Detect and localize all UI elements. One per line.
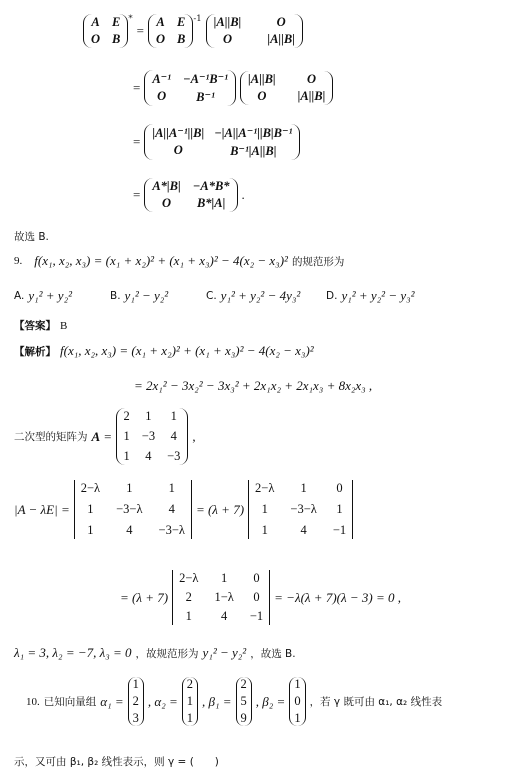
cell: 2	[240, 677, 247, 691]
cell: 1	[168, 481, 175, 495]
cell: 1	[294, 711, 301, 725]
cell: O	[257, 89, 267, 103]
cell: 4	[221, 609, 228, 623]
cell: A	[91, 15, 100, 29]
cell: O	[276, 15, 286, 29]
cell: A	[156, 15, 165, 29]
cell: 1	[221, 571, 228, 585]
option-expr: y₁² + y₂² − y₃²	[341, 288, 415, 303]
det-result: = −λ(λ + 7)(λ − 3) = 0 ,	[274, 589, 401, 605]
q9-stem	[14, 253, 344, 269]
cell: 2	[186, 677, 193, 691]
beta1-label: , β₁ =	[202, 693, 232, 709]
q10-line2: 示，又可由 β₁, β₂ 线性表示，则 γ = ( )	[14, 756, 219, 768]
cell: E	[112, 15, 121, 29]
det-line-2	[120, 570, 401, 625]
cell: −1	[332, 523, 347, 537]
option-label: C.	[206, 290, 217, 302]
cell: −3−λ	[116, 502, 143, 516]
cell: 0	[336, 481, 343, 495]
equals: =	[133, 80, 141, 95]
matrix-m5	[240, 71, 333, 105]
cell: |A||B|	[247, 72, 276, 86]
q9-answer	[14, 318, 67, 333]
cell: 2	[185, 590, 192, 604]
option-expr: y₁² + y₂² − 4y₃²	[220, 288, 301, 303]
option-label: D.	[326, 290, 338, 302]
cell: E	[177, 15, 186, 29]
cell: 1	[87, 502, 94, 516]
cell: 1	[185, 609, 192, 623]
cell: |A||B|	[267, 32, 295, 46]
det-2	[248, 480, 353, 539]
cell: B*|A|	[196, 196, 226, 210]
cell: 4	[168, 502, 175, 516]
matrix-A-symbol: A	[91, 428, 101, 444]
answer-tag: 【答案】	[14, 320, 56, 332]
q9-function: f(x₁, x₂, x₃) = (x₁ + x₂)² + (x₁ + x₃)² − 4(x₂ − x₃)²	[34, 253, 288, 268]
cell: B	[112, 32, 121, 46]
cell: O	[155, 32, 165, 46]
cell: 1	[261, 502, 268, 516]
cell: 9	[240, 711, 247, 725]
q9-number: 9.	[14, 255, 23, 267]
vector-beta1	[236, 677, 252, 726]
q10-stem	[26, 677, 442, 726]
q10-intro: 已知向量组	[43, 696, 97, 708]
cell: 0	[294, 694, 301, 708]
eq-factor: = (λ + 7)	[195, 501, 245, 517]
cell: 4	[300, 523, 307, 537]
alpha1-label: α₁ =	[100, 693, 124, 709]
option-label: B.	[110, 290, 121, 302]
normal-form: y₁² − y₂²	[202, 645, 247, 660]
cell: 1−λ	[214, 590, 234, 604]
cell: B⁻¹|A||B|	[230, 144, 277, 158]
period: .	[241, 187, 245, 202]
matrix-m6	[144, 124, 300, 160]
vector-beta2	[289, 677, 305, 726]
q9-options	[14, 288, 494, 308]
det-line-1	[14, 480, 353, 539]
cell: A⁻¹	[152, 72, 172, 86]
answer-value: B	[60, 319, 68, 332]
cell: 1	[126, 481, 133, 495]
cell: O	[157, 89, 167, 103]
matrix-m4	[144, 70, 236, 106]
cell: 2−λ	[179, 571, 199, 585]
cell: −3	[167, 449, 181, 463]
cell: 1	[132, 677, 139, 691]
cell: 4	[145, 449, 152, 463]
eigen-text: ，故规范形为	[135, 647, 199, 660]
analysis-expr: f(x₁, x₂, x₃) = (x₁ + x₂)² + (x₁ + x₃)² − 4(x₂ − x₃)²	[60, 343, 314, 358]
quad-matrix-line	[14, 408, 196, 465]
eq-factor: = (λ + 7)	[120, 589, 169, 605]
quad-matrix-label: 二次型的矩阵为	[14, 431, 88, 443]
beta2-label: , β₂ =	[255, 693, 286, 709]
cell: 1	[186, 711, 193, 725]
eq-line-2	[133, 70, 333, 106]
equals: =	[104, 428, 112, 444]
matrix-A	[116, 408, 189, 465]
q9-option-d[interactable]	[326, 288, 415, 304]
analysis-tag: 【解析】	[14, 345, 56, 358]
det-3	[172, 570, 270, 625]
cell: O	[307, 72, 317, 86]
q9-option-b[interactable]	[110, 288, 168, 304]
cell: 2	[132, 694, 139, 708]
comma: ,	[192, 428, 196, 444]
eq-line-4	[133, 178, 245, 212]
vector-alpha2	[182, 677, 198, 726]
cell: 1	[300, 481, 307, 495]
det-1	[74, 480, 192, 539]
matrix-m3	[206, 14, 303, 48]
q9-suffix: 的规范形为	[291, 255, 345, 268]
cell: −3−λ	[290, 502, 317, 516]
cell: 1	[336, 502, 343, 516]
cell: |A||A⁻¹||B|	[152, 126, 205, 140]
cell: 4	[170, 429, 177, 443]
det-lhs: |A − λE| =	[14, 501, 70, 517]
matrix-m2	[148, 14, 193, 48]
cell: −3−λ	[158, 523, 185, 537]
equals: =	[133, 187, 141, 202]
cell: |A||B|	[213, 15, 242, 29]
cell: 3	[132, 711, 139, 725]
adjoint-sup: *	[128, 14, 133, 24]
cell: −|A||A⁻¹||B|B⁻¹	[214, 126, 293, 140]
q9-option-a[interactable]	[14, 288, 72, 304]
cell: 4	[126, 523, 133, 537]
cell: 1	[123, 429, 130, 443]
option-expr: y₁² − y₂²	[124, 288, 169, 303]
eigen-line	[14, 645, 296, 661]
cell: O	[222, 32, 232, 46]
cell: 1	[186, 694, 193, 708]
q10-number: 10.	[26, 695, 40, 708]
cell: −A*B*	[192, 179, 230, 193]
cell: A*|B|	[152, 179, 181, 193]
vector-alpha1	[128, 677, 144, 726]
matrix-m7	[144, 178, 237, 212]
cell: 0	[253, 590, 260, 604]
q9-analysis-2: = 2x₁² − 3x₂² − 3x₃² + 2x₁x₂ + 2x₁x₃ + 8x₂x₃ ,	[134, 378, 373, 393]
q9-analysis-1	[14, 343, 314, 359]
eq-line-3	[133, 124, 300, 160]
cell: 1	[87, 523, 94, 537]
cell: −A⁻¹B⁻¹	[183, 72, 228, 86]
matrix-m1	[83, 14, 128, 48]
cell: −1	[249, 609, 264, 623]
q9-option-c[interactable]	[206, 288, 300, 304]
cell: O	[162, 196, 172, 210]
cell: 0	[253, 571, 260, 585]
cell: 2−λ	[255, 481, 275, 495]
select-b-line: 故选 B.	[14, 231, 49, 243]
option-expr: y₁² + y₂²	[28, 288, 72, 303]
cell: 1	[123, 449, 130, 463]
cell: 1	[145, 409, 152, 423]
cell: 1	[170, 409, 177, 423]
eigen-tail: ，故选 B.	[250, 647, 296, 660]
cell: |A||B|	[297, 89, 326, 103]
equals: =	[133, 134, 141, 149]
q10-tail: ，若 γ 既可由 α₁, α₂ 线性表	[309, 696, 443, 708]
eq-line-1	[83, 14, 303, 48]
eigenvalues: λ₁ = 3, λ₂ = −7, λ₃ = 0	[14, 645, 132, 660]
cell: −3	[141, 429, 156, 443]
inverse-sup: -1	[193, 14, 202, 24]
cell: O	[91, 32, 101, 46]
cell: 1	[261, 523, 268, 537]
cell: 2	[123, 409, 130, 423]
cell: 1	[294, 677, 301, 691]
cell: B	[177, 32, 186, 46]
cell: 5	[240, 694, 247, 708]
cell: 2−λ	[80, 481, 101, 495]
equals: =	[136, 23, 144, 38]
option-label: A.	[14, 290, 25, 302]
alpha2-label: , α₂ =	[147, 693, 178, 709]
cell: B⁻¹	[196, 90, 215, 104]
cell: O	[173, 143, 183, 157]
